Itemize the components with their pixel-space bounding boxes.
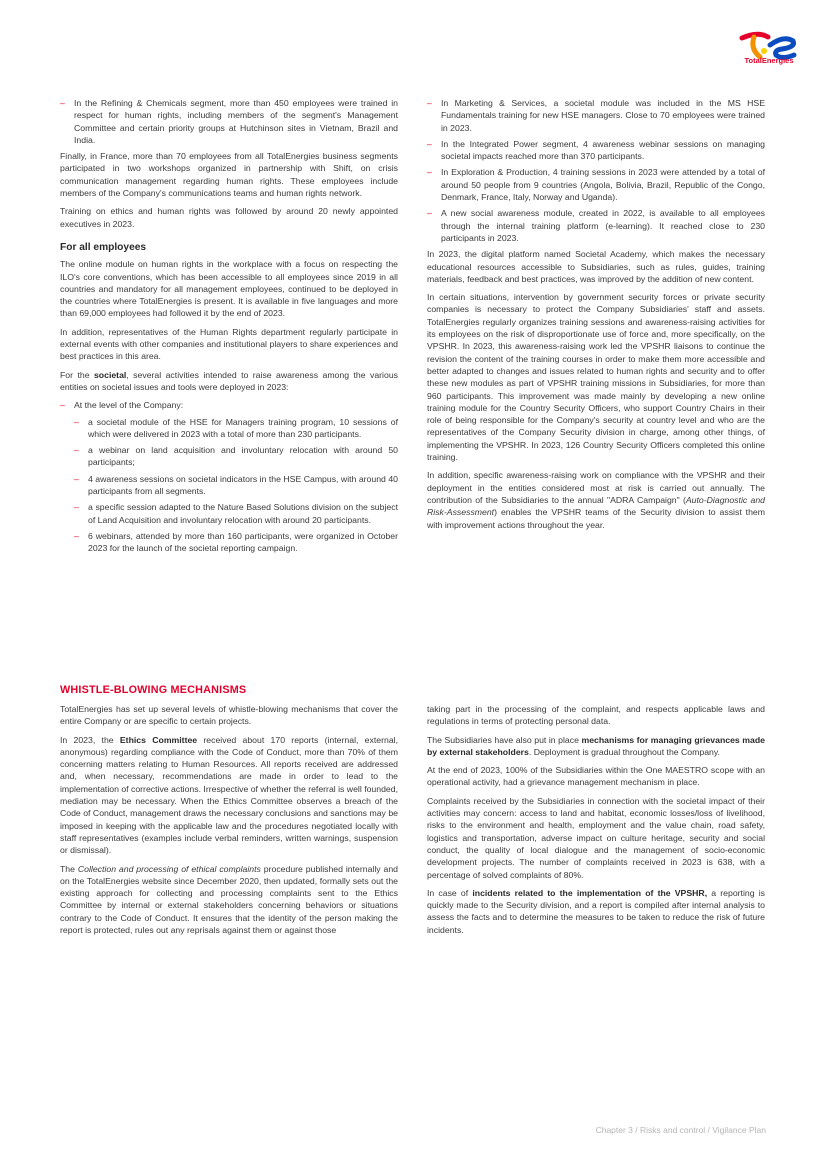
section-title: WHISTLE-BLOWING MECHANISMS <box>60 684 247 696</box>
paragraph-representatives: In addition, representatives of the Human Rights department regularly participate in external events with other companies and institutional players to share experiences and best practices in this area. <box>60 326 398 362</box>
paragraph-procedure: The Collection and processing of ethical complaints procedure published internally and on the TotalEnergies website since December 2020, then updated, formally sets out the existing approach for collecting and processing complaints sent to the Ethics Committee by internal or external stakeholders concerning behaviors or situations contrary to the Code of Conduct. It ensures that the identity of the person making the report is protected, rules out any reprisals against them or against those <box>60 863 399 936</box>
paragraph-maestro: At the end of 2023, 100% of the Subsidiaries within the One MAESTRO scope with an operational activity, had a grievance management mechanism in place. <box>427 765 765 788</box>
footer-chapter: Chapter 3 / Risks and control / Vigilance Plan <box>595 1125 766 1135</box>
paragraph-societal: For the societal, several activities intended to raise awareness among the various entities on societal issues and tools were deployed in 2023: <box>60 369 398 392</box>
sub-bullet: – a specific session adapted to the Nature Based Solutions division on the subject of Land Acquisition and involuntary relocation with around 20 participants. <box>60 501 398 526</box>
top-right-column <box>427 97 765 537</box>
bullet-company-level: – At the level of the Company: <box>60 399 398 411</box>
paragraph-ethics-committee: In 2023, the Ethics Committee received about 170 reports (internal, external, anonymous) regarding compliance with the Code of Conduct, more than 70% of them concerning matters relating to Human Resources. All reports received are addressed and, when necessary, recommendations are made in order to lead to the implementation of corrective actions. Irrespective of whether the referral is well founded, mediation may be necessary. When the Ethics Committee observes a breach of the Code of Conduct, management draws the necessary conclusions and sanctions may be imposed in keeping with the applicable law and the procedures negotiated locally with staff representatives (examples include verbal reminders, written warnings, suspension or dismissal). <box>60 734 399 856</box>
sub-bullet: – 4 awareness sessions on societal indicators in the HSE Campus, with around 40 participants from all segments. <box>60 473 398 498</box>
paragraph-complaints: Complaints received by the Subsidiaries in connection with the societal impact of their activities may concern: access to land and habitat, economic losses/loss of livelihood, risks to the environment and health, employment and the value chain, road safety, logistics and transportation, adverse impact on culture heritage, security and social conduct, the quality of local dialogue and the management of socio-economic development projects. The number of complaints received in 2023 is 638, with a percentage of solved complaints of 80%. <box>427 795 765 880</box>
paragraph-online-module: The online module on human rights in the workplace with a focus on respecting the ILO's core conventions, which has been accessible to all employees since 2019 in all countries and mandatory for all management employees, continued to be deployed in the countries where TotalEnergies is present. It is available in five languages and more than 69,000 employees had followed it by the end of 2023. <box>60 259 398 319</box>
bottom-right-column <box>427 703 765 942</box>
paragraph-societal-academy: In 2023, the digital platform named Societal Academy, which makes the necessary educational resources accessible to Subsidiaries, such as rules, guides, training materials, feedback and best practices, was improved by the addition of new content. <box>427 249 765 284</box>
bullet-marketing: – In Marketing & Services, a societal module was included in the MS HSE Fundamentals training for new HSE managers. Close to 70 employees were trained in 2023. <box>427 97 765 134</box>
paragraph-vpshr: In case of incidents related to the implementation of the VPSHR, a reporting is quickly made to the Security division, and a report is compiled after internal analysis to assess the facts and to determine the measures to be taken to reduce the risk of future incidents. <box>427 887 765 935</box>
sub-bullet: – a societal module of the HSE for Managers training program, 10 sessions of which were delivered in 2023 with a total of more than 230 participants. <box>60 416 398 441</box>
paragraph-security: In certain situations, intervention by government security forces or private security companies is necessary to protect the Company Subsidiaries' staff and assets. TotalEnergies regularly organizes training sessions and awareness-raising activities for its employees on the risk of disproportionate use of force and, more specifically, on the VPSHR. In 2023, this awareness-raising work led the VPSHR liaisons to continue the revision the content of the training courses in order to make them more accessible and better adapted to changes and issues related to human rights and security and to offer these new modules as part of VPSHR training missions in Subsidiaries, for more than 960 participants. This improvement was made mainly by developing a new online training module for the Country Security Officers, who support Country Chairs in their role of being responsible for the Company's security at country level and who are the representatives of the Company Security division in charge, among other things, of implementing the VPSHR. In 2023, 126 Country Security Officers completed this online training. <box>427 292 765 463</box>
bullet-exploration: – In Exploration & Production, 4 training sessions in 2023 were attended by a total of around 50 people from 9 countries (Angola, Bolivia, Brazil, Republic of the Congo, Denmark, France, Italy, Norway and Uganda). <box>427 166 765 203</box>
paragraph-levels: TotalEnergies has set up several levels of whistle-blowing mechanisms that cover the entire Company or are specific to certain projects. <box>60 704 398 727</box>
paragraph-training: Training on ethics and human rights was followed by around 20 newly appointed executives in 2023. <box>60 206 398 229</box>
paragraph-france: Finally, in France, more than 70 employees from all TotalEnergies business segments participated in two workshops organized in partnership with Shift, on crisis communication management regarding human rights. These employees include members of the Company's communications teams and human rights network. <box>60 151 398 199</box>
paragraph-adra: In addition, specific awareness-raising work on compliance with the VPSHR and their deployment in the entities considered most at risk is carried out annually. The contribution of the Subsidiaries to the annual "ADRA Campaign" (Auto-Diagnostic and Risk-Assessment) enables the VPSHR teams of the Security division to assist them with improvement actions throughout the year. <box>427 470 765 530</box>
brand-name: TotalEnergies <box>744 56 794 65</box>
sub-bullet: – a webinar on land acquisition and involuntary relocation with around 50 participants; <box>60 444 398 469</box>
paragraph-continued: taking part in the processing of the complaint, and respects applicable laws and regulations in terms of protecting personal data. <box>427 704 765 727</box>
bullet-integrated-power: – In the Integrated Power segment, 4 awareness webinar sessions on managing societal impacts reached more than 370 participants. <box>427 138 765 163</box>
bullet-social-module: – A new social awareness module, created in 2022, is available to all employees through the internal training platform (e-learning). It reached close to 230 participants in 2023. <box>427 207 765 244</box>
heading-all-employees: For all employees <box>60 241 147 253</box>
sub-bullet: – 6 webinars, attended by more than 160 participants, were organized in October 2023 for the launch of the societal reporting campaign. <box>60 530 398 555</box>
bullet-refining: – In the Refining & Chemicals segment, more than 450 employees were trained in respect for human rights, including members of the segment's Management Committee and certain priority groups at Hutchinson sites in Vietnam, Brazil and India. <box>60 97 398 146</box>
bottom-left-column <box>60 703 398 942</box>
top-left-column <box>60 97 398 559</box>
paragraph-grievance: The Subsidiaries have also put in place mechanisms for managing grievances made by external stakeholders. Deployment is gradual throughout the Company. <box>427 734 765 757</box>
